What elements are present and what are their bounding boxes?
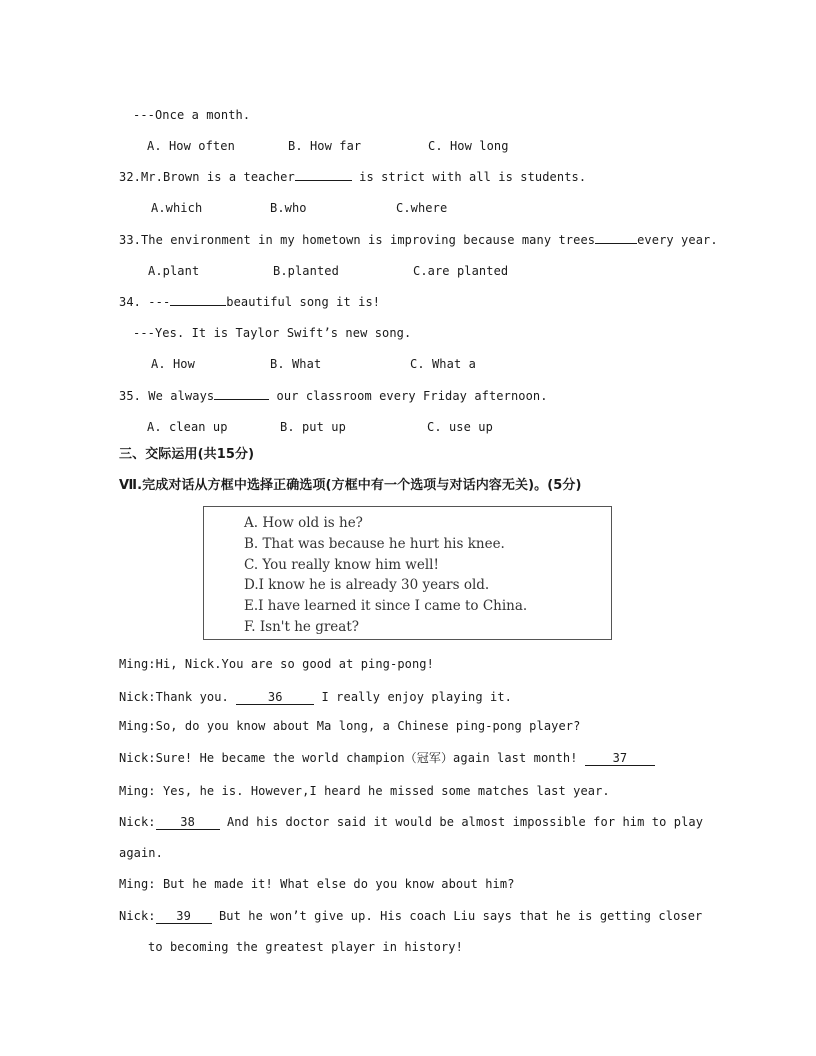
- q34-stem-end: beautiful song it is!: [226, 295, 381, 309]
- q35-stem: [119, 388, 548, 404]
- box-option-c: C. You really know him well!: [244, 557, 439, 573]
- q35-stem-start: 35. We always: [119, 389, 215, 403]
- dialogue-line-4: [119, 750, 655, 766]
- box-option-a: A. How old is he?: [244, 515, 363, 531]
- q34-stem-start: 34. ---: [119, 295, 171, 309]
- box-option-b: B. That was because he hurt his knee.: [244, 536, 505, 552]
- q35-stem-end: our classroom every Friday afternoon.: [269, 389, 548, 403]
- q33-option-a: A.plant: [148, 264, 200, 278]
- q32-option-b: B.who: [270, 201, 307, 215]
- q34-blank[interactable]: [170, 305, 226, 306]
- q35-option-b: B. put up: [280, 420, 346, 434]
- box-option-f: F. Isn't he great?: [244, 619, 360, 635]
- dialogue-line-4-start: Nick:Sure! He became the world champion（冠军）again last month!: [119, 751, 585, 765]
- q35-option-c: C. use up: [427, 420, 493, 434]
- dialogue-line-8-continued: to becoming the greatest player in history!: [148, 940, 463, 954]
- dialogue-line-3: Ming:So, do you know about Ma long, a Chinese ping-pong player?: [119, 719, 581, 733]
- blank-36[interactable]: 36: [236, 690, 314, 705]
- dialogue-line-8-end: But he won’t give up. His coach Liu says that he is getting closer: [211, 909, 703, 923]
- q33-stem-end: every year.: [637, 233, 718, 247]
- q32-blank[interactable]: [295, 180, 352, 181]
- q34-option-c: C. What a: [410, 357, 476, 371]
- q34-stem: [119, 294, 380, 310]
- dialogue-line-2: [119, 689, 512, 705]
- section-3-title: 三、交际运用(共15分): [119, 447, 255, 462]
- dialogue-line-2-end: I really enjoy playing it.: [314, 690, 512, 704]
- q32-stem-start: 32.Mr.Brown is a teacher: [119, 170, 295, 184]
- q31-answer-line: ---Once a month.: [133, 108, 251, 122]
- q31-option-c: C. How long: [428, 139, 509, 153]
- q33-option-b: B.planted: [273, 264, 339, 278]
- q34-answer-line: ---Yes. It is Taylor Swift’s new song.: [133, 326, 412, 340]
- blank-39[interactable]: 39: [156, 909, 212, 924]
- q32-stem: [119, 169, 586, 185]
- q33-blank[interactable]: [595, 243, 637, 244]
- blank-38[interactable]: 38: [156, 815, 220, 830]
- q35-blank[interactable]: [214, 399, 269, 400]
- section-7-title: Ⅶ.完成对话从方框中选择正确选项(方框中有一个选项与对话内容无关)。(5分): [119, 478, 582, 493]
- dialogue-line-5: Ming: Yes, he is. However,I heard he missed some matches last year.: [119, 784, 610, 798]
- dialogue-line-7: Ming: But he made it! What else do you know about him?: [119, 877, 515, 891]
- blank-37[interactable]: 37: [585, 751, 655, 766]
- q33-stem-start: 33.The environment in my hometown is improving because many trees: [119, 233, 596, 247]
- q34-option-b: B. What: [270, 357, 322, 371]
- dialogue-line-1: Ming:Hi, Nick.You are so good at ping-pong!: [119, 657, 434, 671]
- q32-option-c: C.where: [396, 201, 448, 215]
- dialogue-line-6-end: And his doctor said it would be almost impossible for him to play: [219, 815, 704, 829]
- q35-option-a: A. clean up: [147, 420, 228, 434]
- q32-option-a: A.which: [151, 201, 203, 215]
- dialogue-line-6-continued: again.: [119, 846, 163, 860]
- dialogue-line-8-start: Nick:: [119, 909, 156, 923]
- dialogue-line-6-start: Nick:: [119, 815, 156, 829]
- options-box: [203, 506, 612, 640]
- dialogue-line-2-start: Nick:Thank you.: [119, 690, 237, 704]
- box-option-d: D.I know he is already 30 years old.: [244, 577, 490, 593]
- q31-option-a: A. How often: [147, 139, 235, 153]
- box-option-e: E.I have learned it since I came to China.: [244, 598, 528, 614]
- q34-option-a: A. How: [151, 357, 195, 371]
- q32-stem-end: is strict with all is students.: [351, 170, 587, 184]
- q33-stem: [119, 232, 718, 248]
- dialogue-line-6: [119, 814, 703, 830]
- q31-option-b: B. How far: [288, 139, 362, 153]
- q33-option-c: C.are planted: [413, 264, 509, 278]
- dialogue-line-8: [119, 908, 702, 924]
